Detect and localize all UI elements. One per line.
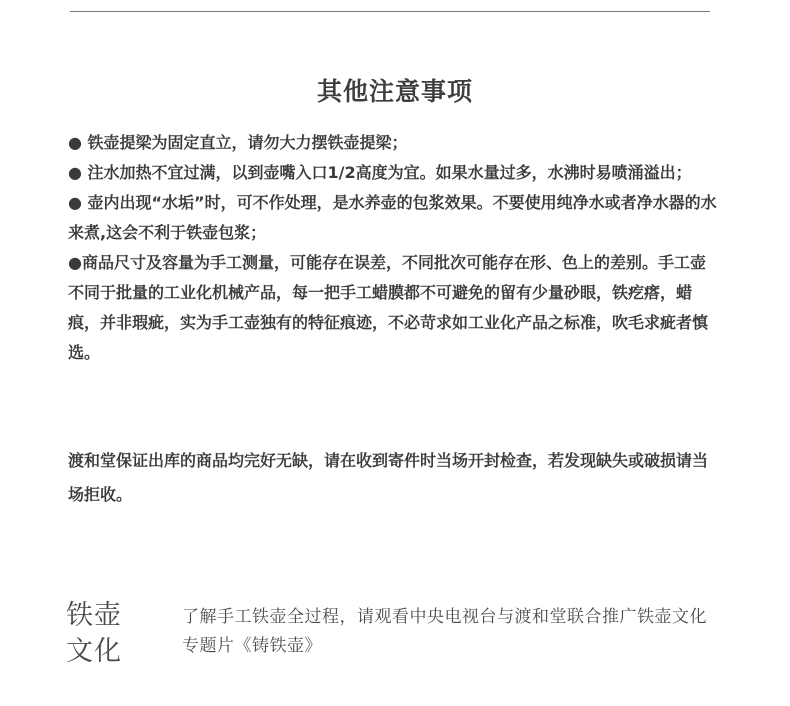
culture-heading-line2: 文化 bbox=[66, 636, 122, 667]
note-item: ●商品尺寸及容量为手工测量，可能存在误差，不同批次可能存在形、色上的差别。手工壶不同于批量的工业化机械产品，每一把手工蜡膜都不可避免的留有少量砂眼，铁疙瘩，蜡痕，并非瑕疵，实为手工壶独有的特征痕迹，不必苛求如工业化产品之标准，吹毛求疵者慎选。 bbox=[68, 253, 709, 362]
note-item: ● 壶内出现“水垢”时，可不作处理，是水养壶的包浆效果。不要使用纯净水或者净水器的水来煮,这会不利于铁壶包浆； bbox=[68, 193, 717, 242]
section-title: 其他注意事项 bbox=[316, 77, 473, 106]
culture-description: 了解手工铁壶全过程，请观看中央电视台与渡和堂联合推广铁壶文化专题片《铸铁壶》 bbox=[182, 607, 707, 656]
note-item: ● 铁壶提梁为固定直立，请勿大力摆铁壶提梁； bbox=[68, 133, 408, 152]
notes-list bbox=[68, 128, 718, 368]
guarantee-text: 渡和堂保证出库的商品均完好无缺，请在收到寄件时当场开封检查，若发现缺失或破损请当场拒收。 bbox=[68, 451, 709, 504]
culture-heading-line1: 铁壶 bbox=[66, 600, 122, 631]
top-divider bbox=[70, 11, 710, 12]
note-item: ● 注水加热不宜过满，以到壶嘴入口1/2高度为宜。如果水量过多，水沸时易喷涌溢出； bbox=[68, 163, 692, 182]
culture-heading bbox=[66, 598, 136, 670]
